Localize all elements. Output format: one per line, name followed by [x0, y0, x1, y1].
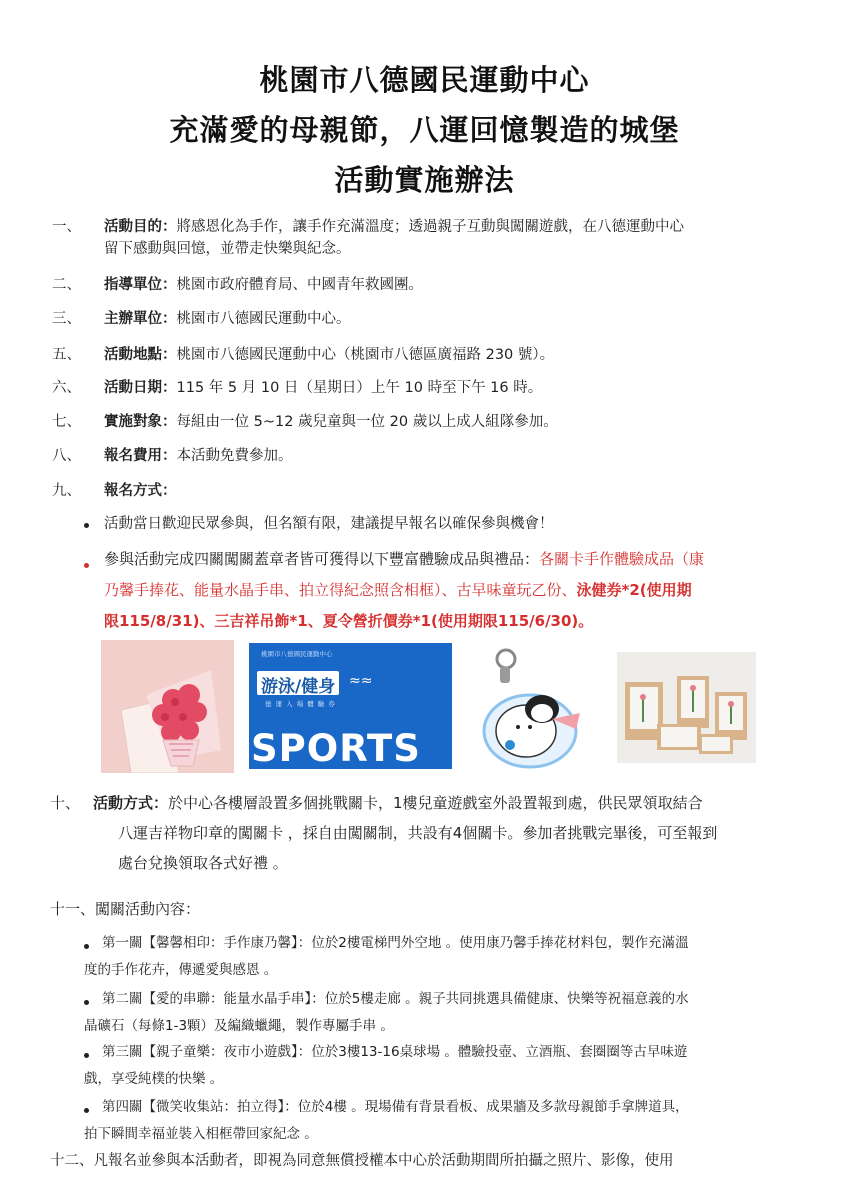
swim-gym-voucher-photo: [249, 643, 452, 769]
mascot-charm-photo: [470, 643, 602, 771]
voucher-title: 游泳/健身: [261, 677, 336, 697]
station-line2: 晶礦石（每條1-3顆）及編織蠟繩，製作專屬手串 。: [84, 1018, 394, 1034]
station-line2: 度的手作花卉，傳遞愛與感恩 。: [84, 962, 278, 978]
item-body: [104, 445, 794, 467]
item-body: [104, 411, 794, 433]
item-label: 活動地點：: [104, 347, 177, 363]
wave-icon: ≈≈: [349, 673, 373, 689]
voucher-sports-word: SPORTS: [251, 727, 421, 769]
item-number: 二、: [52, 277, 81, 293]
bullet-dot: [84, 513, 92, 535]
item-text: 每組由一位 5~12 歲兒童與一位 20 歲以上成人組隊參加。: [176, 414, 558, 430]
title-venue: 桃園市八德國民運動中心: [259, 63, 590, 97]
title-event: 充滿愛的母親節，八運回憶製造的城堡: [169, 113, 680, 147]
bullet-dot: [84, 548, 92, 579]
item-text: 桃園市八德國民運動中心（桃園市八德區廣福路 230 號）。: [176, 347, 555, 363]
item-label: 指導單位：: [104, 277, 177, 293]
item-number: 十、: [50, 794, 81, 812]
carnation-bouquet-photo: [101, 640, 234, 773]
bullet-text: [104, 544, 804, 637]
item-label: 報名方式：: [104, 483, 177, 499]
item-number: 九、: [52, 483, 81, 499]
item-body: [104, 377, 794, 399]
station-line2: 戲，享受純樸的快樂 。: [84, 1071, 224, 1087]
item-body: [104, 274, 794, 296]
item-number: 三、: [52, 311, 81, 327]
method-line2: 八運吉祥物印章的闖關卡 ，採自由闖關制，共設有4個關卡。參加者挑戰完畢後，可至報到: [118, 824, 718, 842]
gift-intro: 參與活動完成四關闖關蓋章者皆可獲得以下豐富體驗成品與禮品：: [104, 550, 540, 568]
item-text: 桃園市八德國民運動中心。: [176, 311, 351, 327]
item-body: [104, 216, 794, 260]
document-titles: [0, 55, 849, 205]
item-number: 六、: [52, 380, 81, 396]
bullet-dot: [84, 988, 92, 1015]
item-text: 本活動免費參加。: [176, 448, 293, 464]
item-label: 活動方式：: [93, 794, 169, 812]
item-text-continued: 留下感動與回憶，並帶走快樂與紀念。: [104, 241, 351, 257]
item-body: [104, 344, 794, 366]
bullet-dot: [84, 932, 92, 959]
gift-list-line2-bold: 泳健券*2(使用期: [576, 581, 692, 599]
item-body: [93, 788, 813, 818]
polaroid-frames-photo: [617, 652, 756, 763]
item-body: [104, 480, 794, 502]
item-label: 活動目的：: [104, 219, 177, 235]
voucher-org: 桃園市八德國民運動中心: [261, 650, 333, 658]
station-line2: 拍下瞬間幸福並裝入相框帶回家紀念 。: [84, 1126, 318, 1142]
title-rules: 活動實施辦法: [334, 163, 515, 197]
item-text: 將感恩化為手作，讓手作充滿溫度；透過親子互動與闖關遊戲，在八德運動中心: [176, 219, 684, 235]
gift-list-line3: 限115/8/31)、三吉祥吊飾*1、夏令營折價券*1(使用期限115/6/30)。: [104, 612, 594, 630]
item-text: 115 年 5 月 10 日（星期日）上午 10 時至下午 16 時。: [176, 380, 543, 396]
station-line1: 第四關【微笑收集站：拍立得】：位於4樓 。現場備有背景看板、成果牆及多款母親節手拿牌道具，: [102, 1099, 689, 1115]
station-line1: 第一關【馨馨相印：手作康乃馨】：位於2樓電梯門外空地 。使用康乃馨手捧花材料包，製作充滿溫: [102, 935, 689, 951]
station-line1: 第二關【愛的串聯：能量水晶手串】：位於5樓走廊 。親子共同挑選具備健康、快樂等祝福意義的水: [102, 991, 689, 1007]
bullet-text: 活動當日歡迎民眾參與，但名額有限，建議提早報名以確保參與機會！: [104, 516, 554, 532]
voucher-subtitle: 德 運 入 場 體 驗 券: [265, 700, 336, 708]
gift-list-line2: 乃馨手捧花、能量水晶手串、拍立得紀念照含相框）、古早味童玩乙份、: [104, 581, 577, 599]
item-label: 活動日期：: [104, 380, 177, 396]
item-consent: 十二、凡報名並參與本活動者，即視為同意無償授權本中心於活動期間所拍攝之照片、影像，使用: [50, 1153, 674, 1169]
item-number: 一、: [52, 219, 81, 235]
gift-list-start: 各關卡手作體驗成品（康: [539, 550, 705, 568]
item-label: 報名費用：: [104, 448, 177, 464]
method-line3: 處台兌換領取各式好禮 。: [118, 854, 288, 872]
item-number: 七、: [52, 414, 81, 430]
item-number: 五、: [52, 347, 81, 363]
item-label: 主辦單位：: [104, 311, 177, 327]
stations-heading: 十一、闖關活動內容：: [50, 900, 201, 918]
method-line1: 於中心各樓層設置多個挑戰關卡，1樓兒童遊戲室外設置報到處，供民眾領取結合: [168, 794, 703, 812]
bullet-dot: [84, 1041, 92, 1068]
bullet-dot: [84, 1096, 92, 1123]
item-label: 實施對象：: [104, 414, 177, 430]
item-body: [104, 308, 794, 330]
station-line1: 第三關【親子童樂：夜市小遊戲】：位於3樓13-16桌球場 。體驗投壺、立酒瓶、套圈圈等古早味遊: [102, 1044, 688, 1060]
item-text: 桃園市政府體育局、中國青年救國團。: [176, 277, 423, 293]
item-number: 八、: [52, 448, 81, 464]
